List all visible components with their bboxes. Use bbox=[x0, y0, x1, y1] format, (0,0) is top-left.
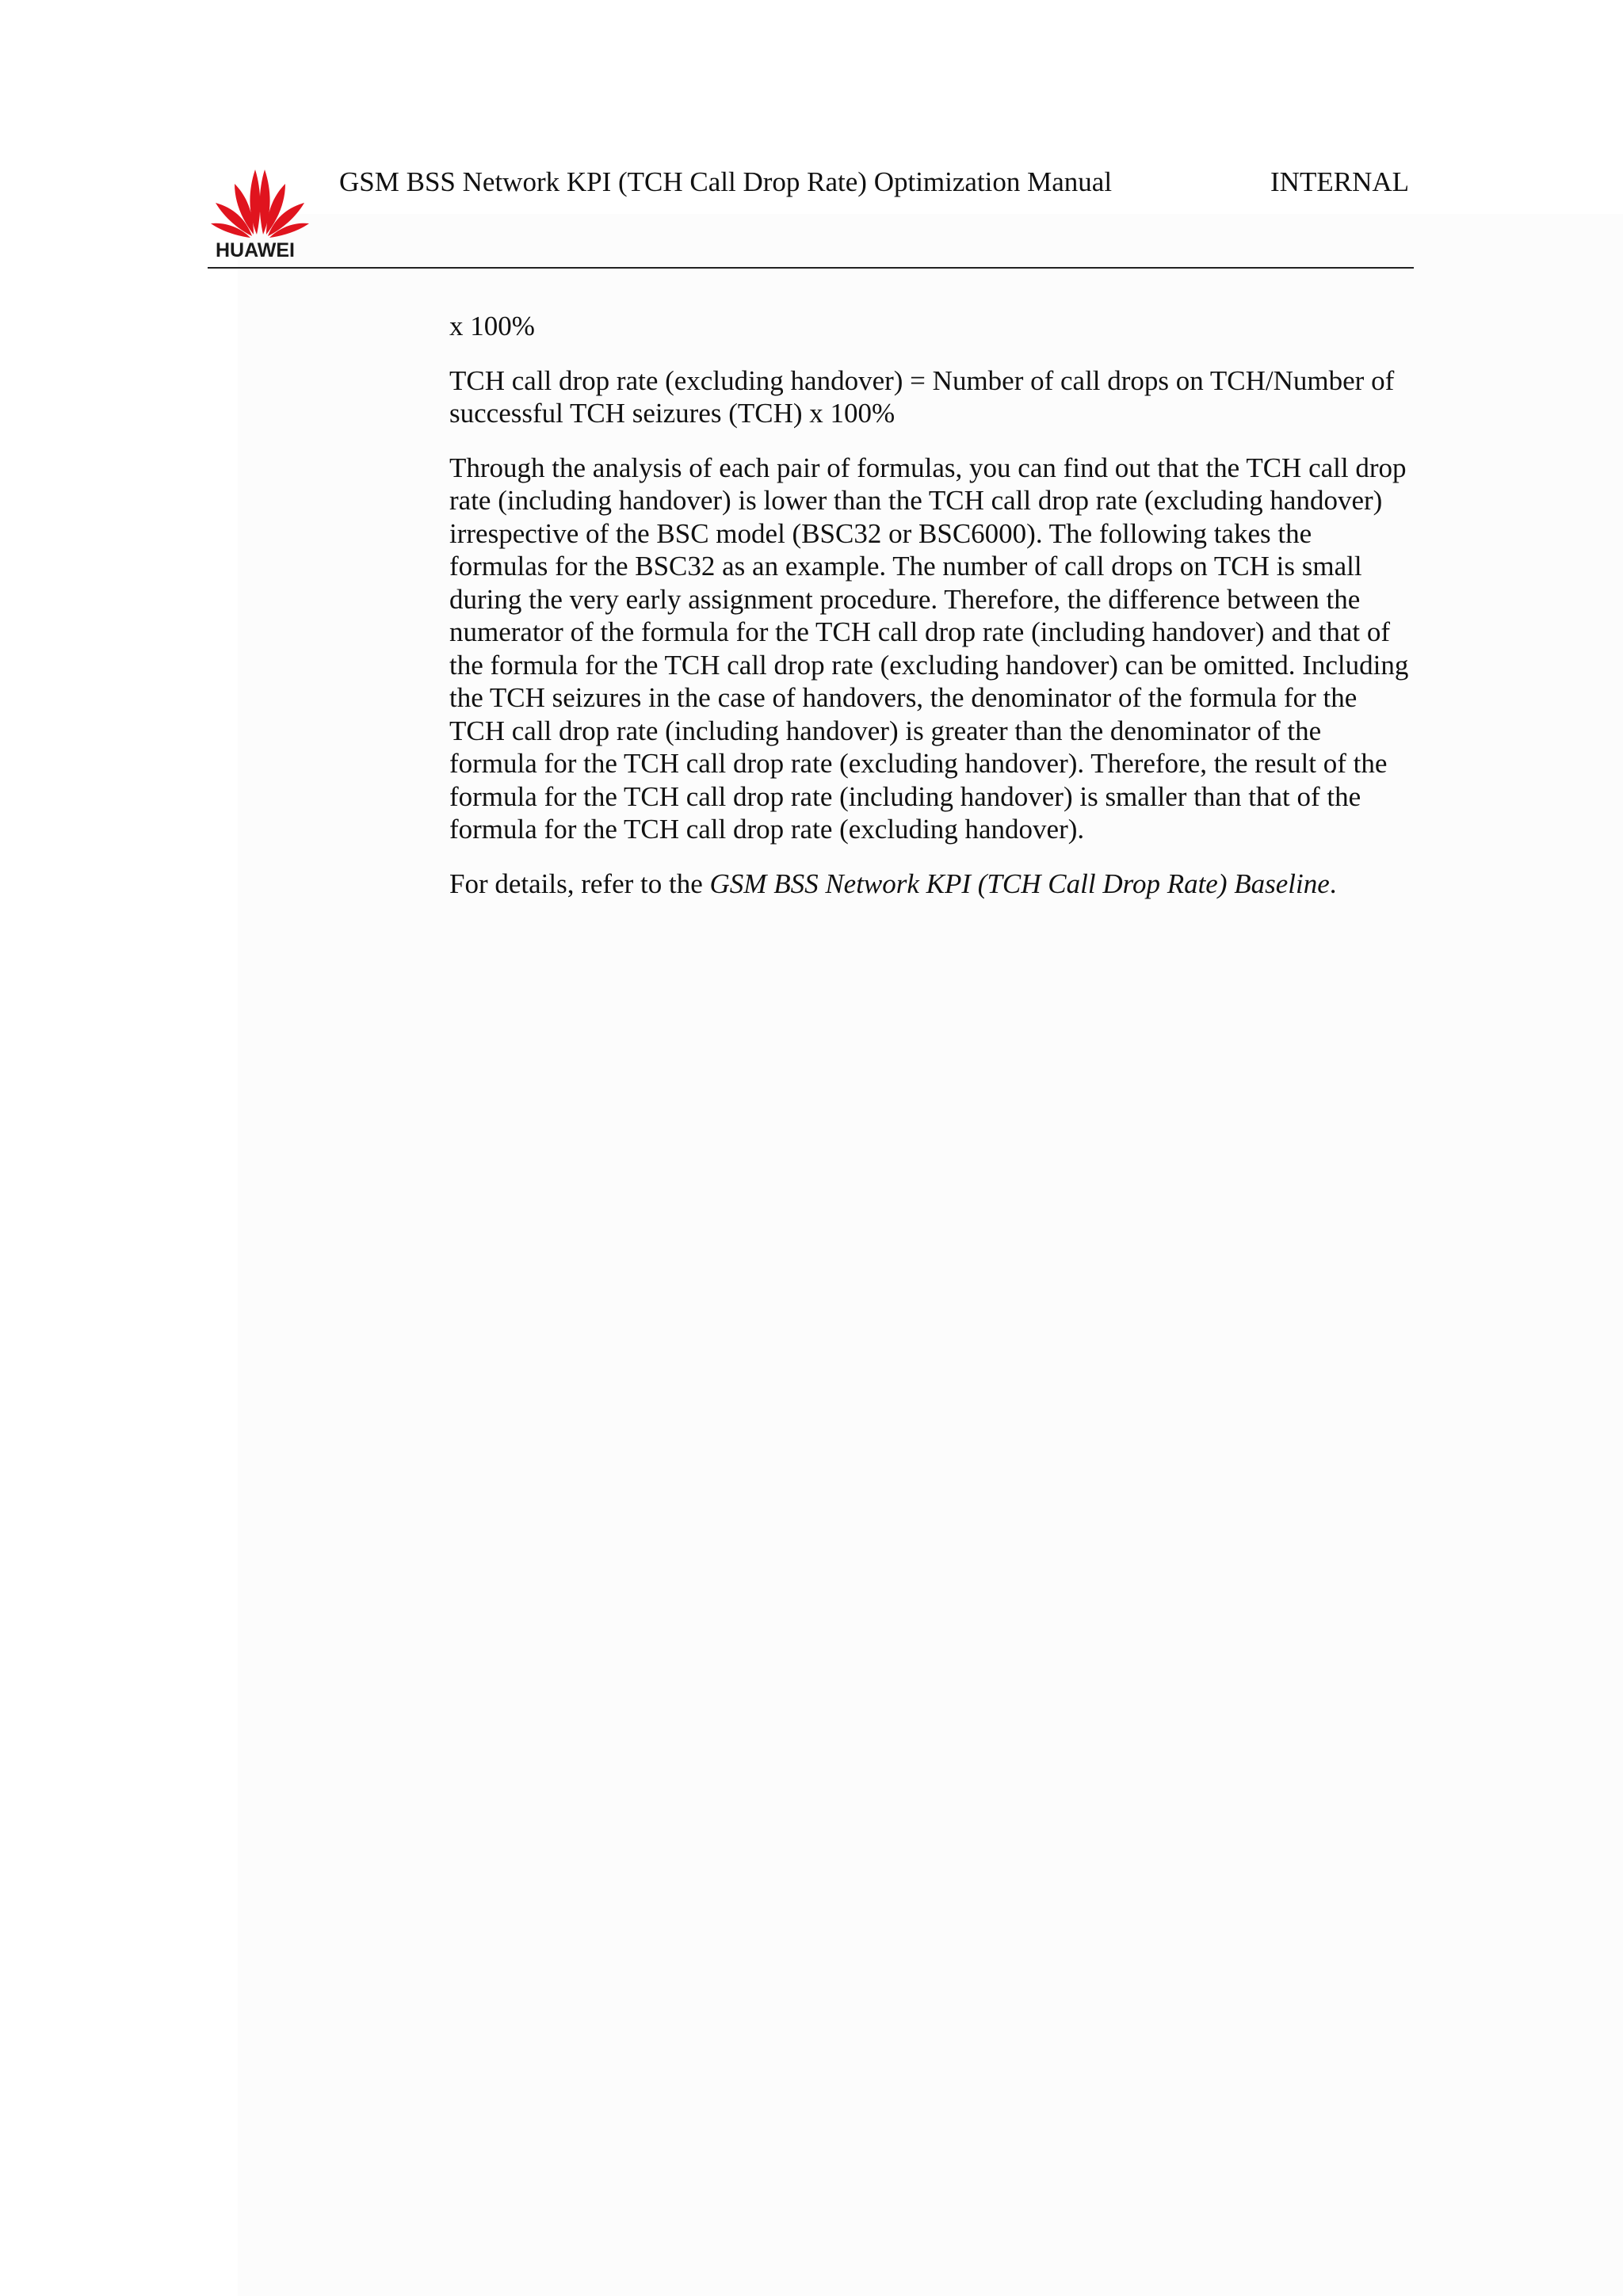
analysis-paragraph: Through the analysis of each pair of formulas, you can find out that the TCH call drop rate (including handover) is lower than the TCH call drop rate (excluding handover) irrespective of the BSC model (BSC32 or BSC6000). The following takes the formulas for the BSC32 as an example. The number of call drops on TCH is small during the very early assignment procedure. Therefore, the difference between the numerator of the formula for the TCH call drop rate (including handover) and that of the formula for the TCH call drop rate (excluding handover) can be omitted. Including the TCH seizures in the case of handovers, the denominator of the formula for the TCH call drop rate (including handover) is greater than the denominator of the formula for the TCH call drop rate (excluding handover). Therefore, the result of the formula for the TCH call drop rate (including handover) is smaller than that of the formula for the TCH call drop rate (excluding handover). bbox=[449, 452, 1409, 845]
page-header bbox=[208, 158, 1414, 269]
huawei-flower-icon bbox=[208, 163, 312, 239]
formula-excluding-handover: TCH call drop rate (excluding handover) = Number of call drops on TCH/Number of successful TCH seizures (TCH) x 100% bbox=[449, 364, 1395, 429]
details-paragraph bbox=[449, 868, 1412, 901]
details-suffix: . bbox=[1329, 868, 1337, 899]
header-divider bbox=[208, 267, 1414, 269]
classification-label: INTERNAL bbox=[1270, 166, 1409, 197]
document-title: GSM BSS Network KPI (TCH Call Drop Rate) Optimization Manual bbox=[339, 166, 1113, 197]
formula-continuation: x 100% bbox=[449, 311, 535, 341]
baseline-reference: GSM BSS Network KPI (TCH Call Drop Rate) Baseline bbox=[709, 868, 1330, 899]
logo-wordmark: HUAWEI bbox=[216, 239, 295, 261]
document-body bbox=[449, 310, 1412, 921]
huawei-logo bbox=[208, 163, 312, 261]
details-prefix: For details, refer to the bbox=[449, 868, 710, 899]
